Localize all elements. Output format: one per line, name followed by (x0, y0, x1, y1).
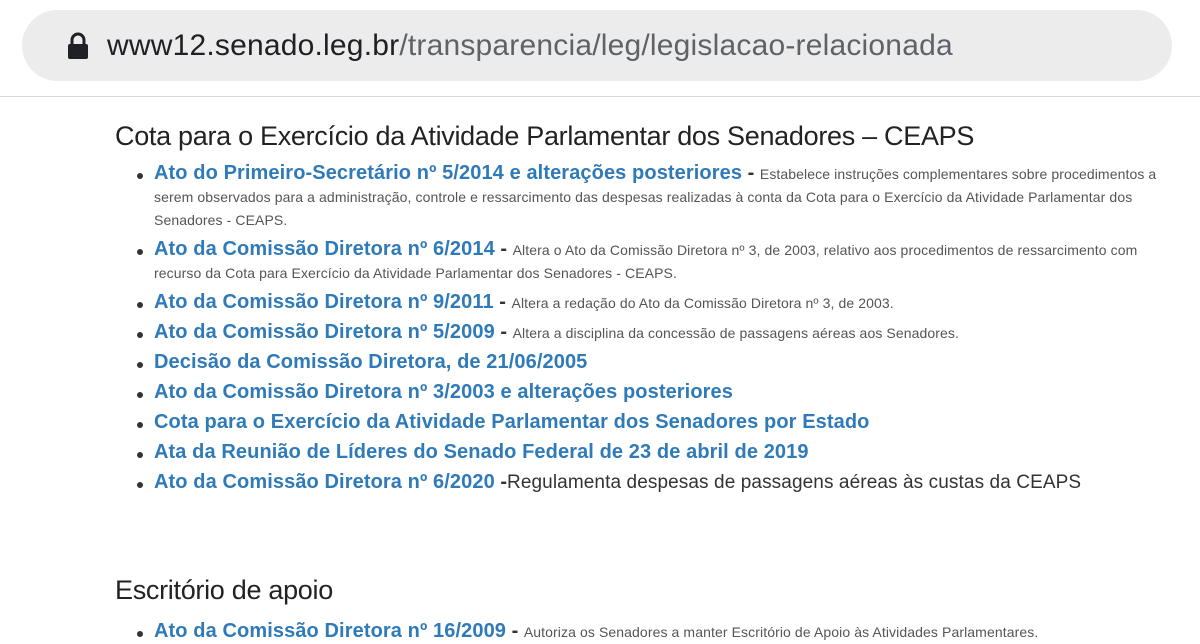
legislation-link[interactable]: Ato da Comissão Diretora nº 3/2003 e alterações posteriores (154, 381, 733, 403)
separator: - (506, 620, 524, 642)
legislation-link[interactable]: Ato da Comissão Diretora nº 6/2014 (154, 238, 495, 260)
page-content (0, 121, 1200, 644)
url-text[interactable] (107, 29, 953, 63)
url-path: /transparencia/leg/legislacao-relacionada (399, 28, 953, 62)
legislation-link[interactable]: Ata da Reunião de Líderes do Senado Federal de 23 de abril de 2019 (154, 441, 809, 463)
section-title: Escritório de apoio (115, 575, 333, 605)
item-description: Altera a redação do Ato da Comissão Diretora nº 3, de 2003. (511, 295, 894, 311)
address-bar[interactable] (22, 10, 1172, 81)
url-host: www12.senado.leg.br (107, 28, 400, 62)
section-ceaps (115, 121, 1180, 495)
section-escritorio (115, 575, 1180, 644)
legislation-link[interactable]: Ato do Primeiro-Secretário nº 5/2014 e alterações posteriores (154, 162, 743, 184)
list-item (133, 441, 1180, 465)
legislation-link[interactable]: Ato da Comissão Diretora nº 16/2009 (154, 620, 507, 642)
item-description: Altera o Ato da Comissão Diretora nº 3, de 2003, relativo aos procedimentos de ressarcimento com recurso da Cota para Exercício da Atividade Parlamentar dos Senadores - CEAPS. (154, 242, 1138, 281)
browser-toolbar (0, 0, 1200, 97)
item-description: Autoriza os Senadores a manter Escritório de Apoio às Atividades Parlamentares. (523, 624, 1039, 640)
list-item (133, 162, 1180, 232)
lock-icon[interactable] (67, 32, 89, 60)
legislation-list (115, 620, 1180, 644)
list-item (133, 471, 1180, 495)
list-item (133, 291, 1180, 315)
section-title: Cota para o Exercício da Atividade Parlamentar dos Senadores – CEAPS (115, 121, 975, 151)
list-item (133, 381, 1180, 405)
legislation-link[interactable]: Decisão da Comissão Diretora, de 21/06/2005 (154, 351, 588, 373)
separator: - (494, 238, 513, 260)
legislation-link[interactable]: Cota para o Exercício da Atividade Parlamentar dos Senadores por Estado (154, 411, 870, 433)
list-item (133, 321, 1180, 345)
item-description: Estabelece instruções complementares sobre procedimentos a serem observados para a administração, controle e ressarcimento das despesas realizadas à conta da Cota para o Exercício da Atividade Parlamentar dos Senadores - CEAPS. (154, 166, 1157, 228)
list-item (133, 238, 1180, 285)
legislation-list (115, 162, 1180, 495)
separator: - (494, 471, 508, 493)
item-description: Regulamenta despesas de passagens aéreas às custas da CEAPS (507, 472, 1082, 493)
item-description: Altera a disciplina da concessão de passagens aéreas aos Senadores. (512, 325, 960, 341)
legislation-link[interactable]: Ato da Comissão Diretora nº 5/2009 (154, 321, 495, 343)
list-item (133, 411, 1180, 435)
legislation-link[interactable]: Ato da Comissão Diretora nº 6/2020 (154, 471, 495, 493)
separator: - (493, 291, 512, 313)
list-item (133, 351, 1180, 375)
separator: - (742, 162, 760, 184)
separator: - (494, 321, 513, 343)
legislation-link[interactable]: Ato da Comissão Diretora nº 9/2011 (154, 291, 494, 313)
list-item (133, 620, 1180, 644)
